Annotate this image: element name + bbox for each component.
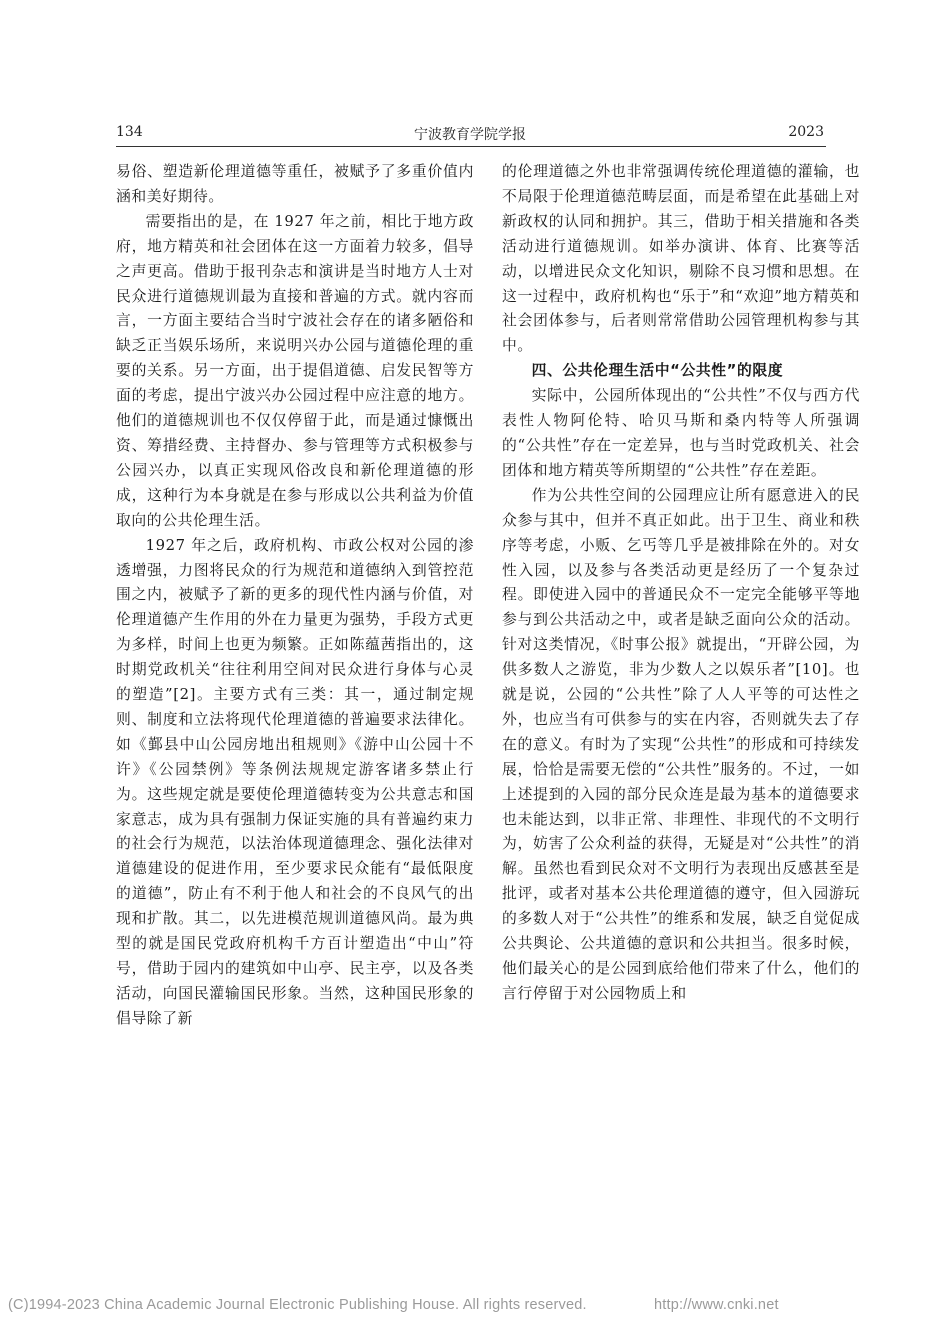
page-number: 134	[116, 124, 143, 140]
journal-title: 宁波教育学院学报	[414, 127, 526, 143]
paragraph: 实际中，公园所体现出的“公共性”不仅与西方代表性人物阿伦特、哈贝马斯和桑内特等人所强调的“公共性”存在一定差异，也与当时党政机关、社会团体和地方精英等所期望的“公共性”存在差距。	[502, 387, 860, 479]
paragraph: 易俗、塑造新伦理道德等重任，被赋予了多重价值内涵和美好期待。	[116, 163, 474, 205]
footer-watermark	[8, 1297, 779, 1313]
section-heading: 四、公共伦理生活中“公共性”的限度	[531, 362, 784, 380]
running-header	[116, 124, 824, 146]
left-column	[116, 160, 474, 1032]
publication-year: 2023	[788, 124, 824, 140]
paragraph: 的伦理道德之外也非常强调传统伦理道德的灌输，也不局限于伦理道德范畴层面，而是希望在此基础上对新政权的认同和拥护。其三，借助于相关措施和各类活动进行道德规训。如举办演讲、体育、比赛等活动，以增进民众文化知识，剔除不良习惯和思想。在这一过程中，政府机构也“乐于”和“欢迎”地方精英和社会团体参与，后者则常常借助公园管理机构参与其中。	[502, 163, 860, 355]
copyright-notice: (C)1994-2023 China Academic Journal Electronic Publishing House. All rights reserved.	[8, 1297, 587, 1313]
right-column	[502, 160, 860, 1007]
paragraph: 需要指出的是，在 1927 年之前，相比于地方政府，地方精英和社会团体在这一方面着力较多，倡导之声更高。借助于报刊杂志和演讲是当时地方人士对民众进行道德规训最为直接和普遍的方式。就内容而言，一方面主要结合当时宁波社会存在的诸多陋俗和缺乏正当娱乐场所，来说明兴办公园与道德伦理的重要的关系。另一方面，出于提倡道德、启发民智等方面的考虑，提出宁波兴办公园过程中应注意的地方。他们的道德规训也不仅仅停留于此，而是通过慷慨出资、筹措经费、主持督办、参与管理等方式积极参与公园兴办，以真正实现风俗改良和新伦理道德的形成，这种行为本身就是在参与形成以公共利益为价值取向的公共伦理生活。	[116, 212, 474, 529]
cnki-link[interactable]: http://www.cnki.net	[654, 1297, 779, 1313]
paragraph: 作为公共性空间的公园理应让所有愿意进入的民众参与其中，但并不真正如此。出于卫生、商业和秩序等考虑，小贩、乞丐等几乎是被排除在外的。对女性入园，以及参与各类活动更是经历了一个复杂过程。即使进入园中的普通民众不一定完全能够平等地参与到公共活动之中，或者是缺乏面向公众的活动。针对这类情况，《时事公报》就提出，“开辟公园，为供多数人之游览，非为少数人之以娱乐者”[10]。也就是说，公园的“公共性”除了人人平等的可达性之外，也应当有可供参与的实在内容，否则就失去了存在的意义。有时为了实现“公共性”的形成和可持续发展，恰恰是需要无偿的“公共性”服务的。不过，一如上述提到的入园的部分民众连是最为基本的道德要求也未能达到，以非正常、非理性、非现代的不文明行为，妨害了公众利益的获得，无疑是对“公共性”的消解。虽然也看到民众对不文明行为表现出反感甚至是批评，或者对基本公共伦理道德的遵守，但入园游玩的多数人对于“公共性”的维系和发展，缺乏自觉促成公共舆论、公共道德的意识和公共担当。很多时候，他们最关心的是公园到底给他们带来了什么，他们的言行停留于对公园物质上和	[502, 486, 860, 1002]
header-rule	[116, 146, 826, 147]
paragraph: 1927 年之后，政府机构、市政公权对公园的渗透增强，力图将民众的行为规范和道德纳入到管控范围之内，被赋予了新的更多的现代性内涵与价值，对伦理道德产生作用的外在力量更为强势，手段方式更为多样，时间上也更为频繁。正如陈蕴茜指出的，这时期党政机关“往往利用空间对民众进行身体与心灵的塑造”[2]。主要方式有三类：其一，通过制定规则、制度和立法将现代伦理道德的普遍要求法律化。如《鄞县中山公园房地出租规则》《游中山公园十不许》《公园禁例》等条例法规规定游客诸多禁止行为。这些规定就是要使伦理道德转变为公共意志和国家意志，成为具有强制力保证实施的具有普遍约束力的社会行为规范，以法治体现道德理念、强化法律对道德建设的促进作用，至少要求民众能有“最低限度的道德”，防止有不利于他人和社会的不良风气的出现和扩散。其二，以先进模范规训道德风尚。最为典型的就是国民党政府机构千方百计塑造出“中山”符号，借助于园内的建筑如中山亭、民主亭，以及各类活动，向国民灌输国民形象。当然，这种国民形象的倡导除了新	[116, 536, 474, 1027]
